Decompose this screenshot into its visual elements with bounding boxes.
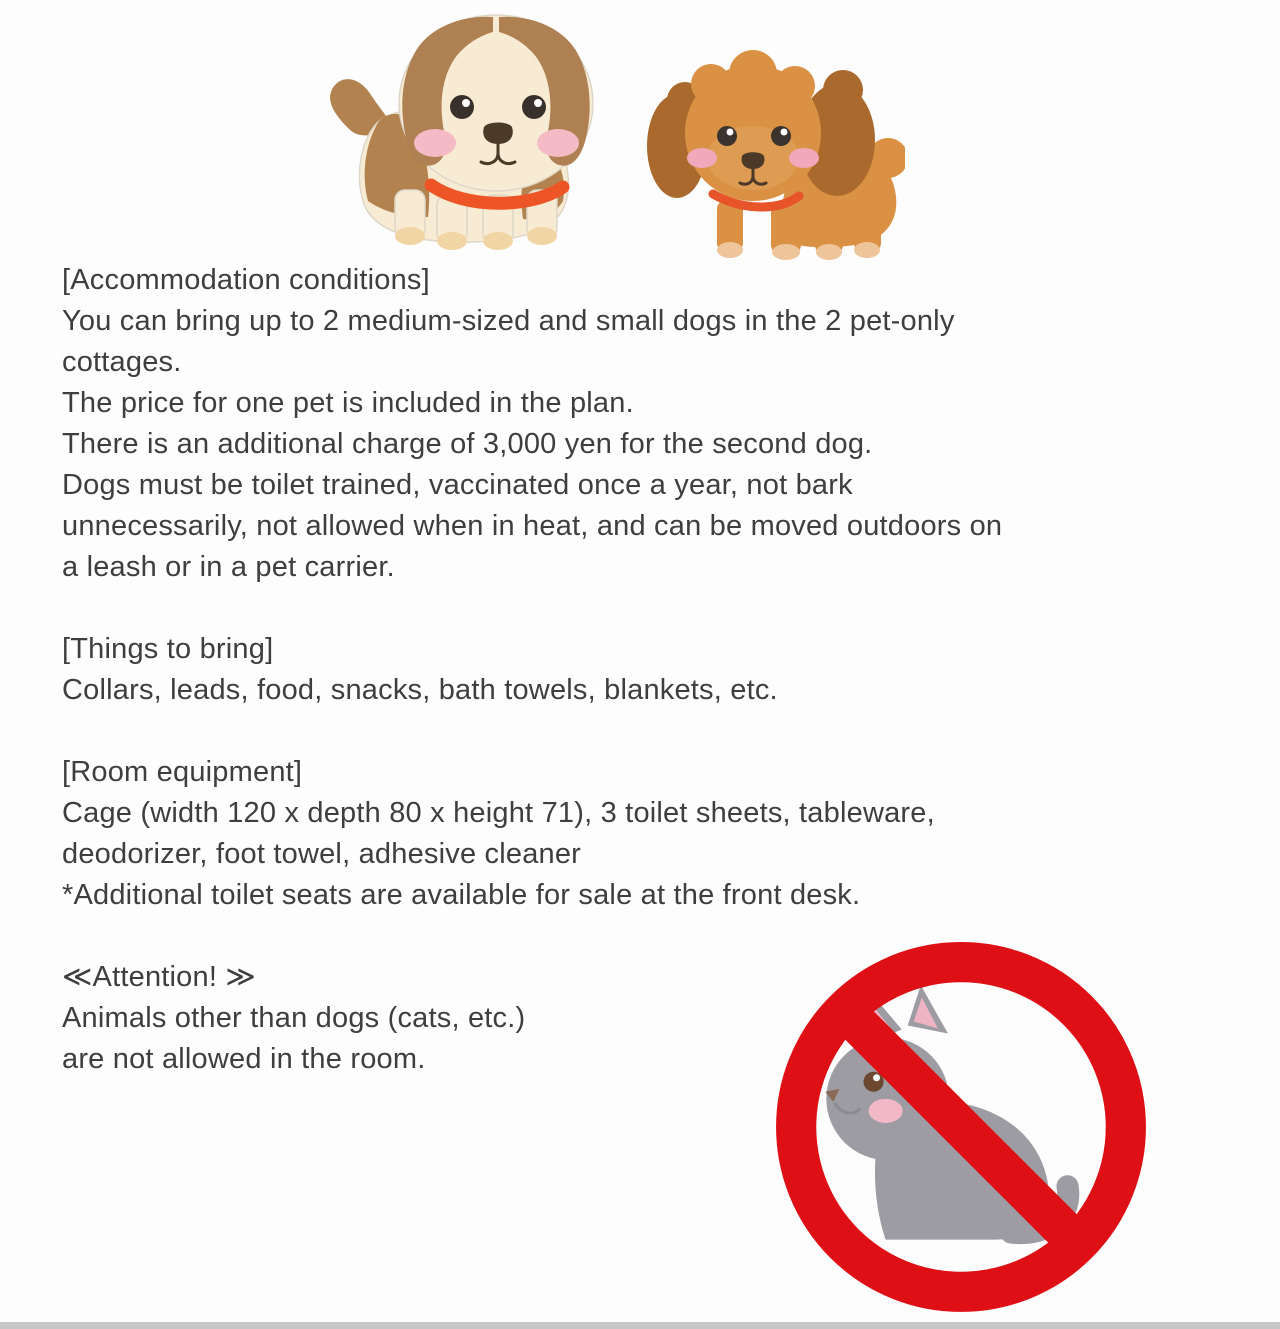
section-heading: [Accommodation conditions] xyxy=(62,264,430,296)
text-line: unnecessarily, not allowed when in heat, and can be moved outdoors on xyxy=(62,510,1003,542)
no-cats-sign xyxy=(765,933,1157,1325)
text-line: a leash or in a pet carrier. xyxy=(62,551,395,583)
beagle-nose xyxy=(483,123,513,145)
section-things-to-bring xyxy=(62,629,1002,711)
text-line: cottages. xyxy=(62,346,182,378)
text-line: The price for one pet is included in the plan. xyxy=(62,387,634,419)
poodle-head-fluff xyxy=(691,50,815,106)
bottom-divider xyxy=(0,1322,1280,1329)
cat-cheek xyxy=(869,1099,903,1123)
text-line: There is an additional charge of 3,000 yen for the second dog. xyxy=(62,428,873,460)
text-line: Dogs must be toilet trained, vaccinated once a year, not bark xyxy=(62,469,853,501)
section-heading: [Room equipment] xyxy=(62,756,303,788)
section-heading: ≪Attention! ≫ xyxy=(62,961,256,993)
text-line: are not allowed in the room. xyxy=(62,1043,426,1075)
text-line: Animals other than dogs (cats, etc.) xyxy=(62,1002,526,1034)
section-heading: [Things to bring] xyxy=(62,633,274,665)
section-accommodation-conditions xyxy=(62,260,1002,588)
cat-eye-highlight xyxy=(873,1074,880,1081)
text-line: Cage (width 120 x depth 80 x height 71), 3 toilet sheets, tableware, xyxy=(62,797,935,829)
toy-poodle-puppy-illustration xyxy=(645,48,905,263)
text-line: *Additional toilet seats are available for sale at the front desk. xyxy=(62,879,861,911)
text-line: You can bring up to 2 medium-sized and small dogs in the 2 pet-only xyxy=(62,305,955,337)
section-room-equipment xyxy=(62,752,1002,916)
text-line: deodorizer, foot towel, adhesive cleaner xyxy=(62,838,582,870)
beagle-puppy-illustration xyxy=(315,5,625,255)
poodle-nose xyxy=(742,152,765,169)
text-line: Collars, leads, food, snacks, bath towels, blankets, etc. xyxy=(62,674,778,706)
